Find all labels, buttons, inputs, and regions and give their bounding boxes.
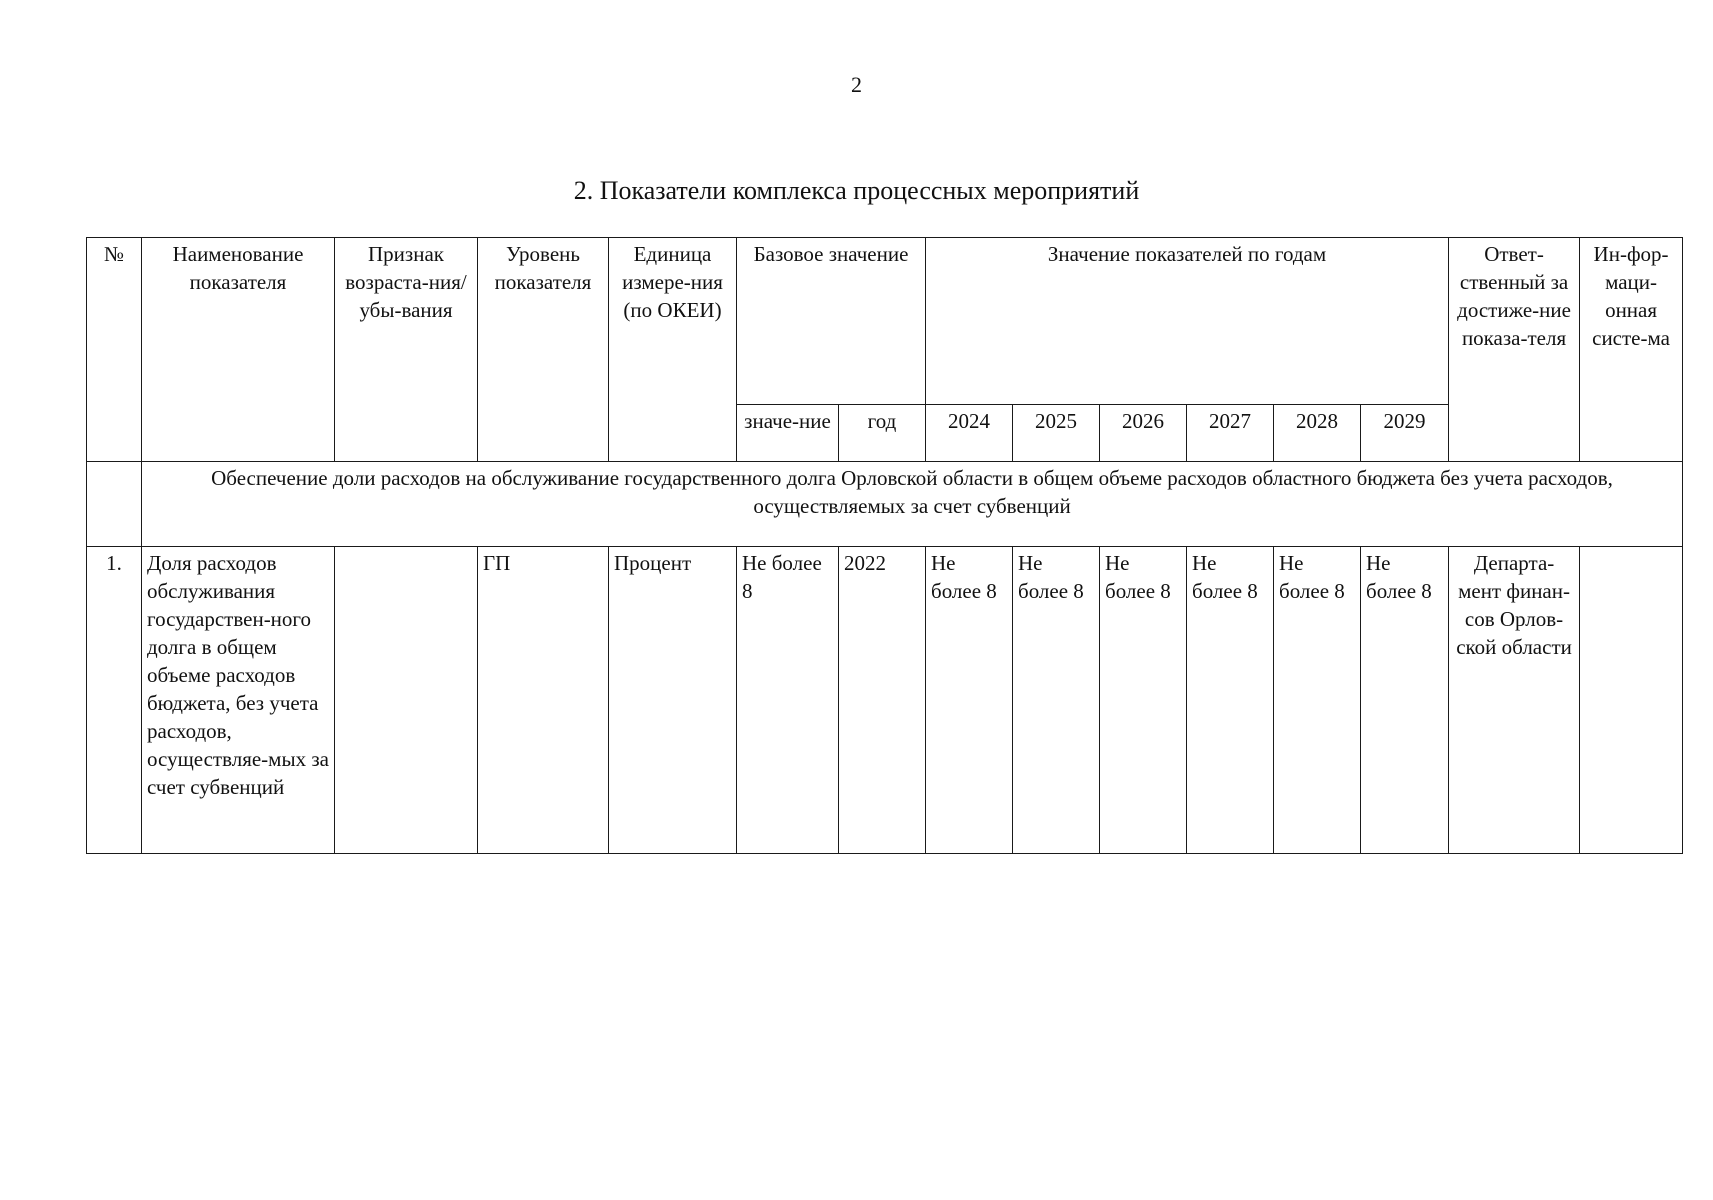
page-number: 2 bbox=[851, 72, 862, 97]
row-value-2026: Не более 8 bbox=[1100, 547, 1187, 854]
header-year-2027: 2027 bbox=[1187, 405, 1274, 462]
row-value-2024: Не более 8 bbox=[926, 547, 1013, 854]
row-base-value: Не более 8 bbox=[737, 547, 839, 854]
header-responsible: Ответ-ственный за достиже-ние показа-теля bbox=[1449, 238, 1580, 462]
row-num: 1. bbox=[87, 547, 142, 854]
row-value-2027: Не более 8 bbox=[1187, 547, 1274, 854]
row-value-2028: Не более 8 bbox=[1274, 547, 1361, 854]
row-value-2029: Не более 8 bbox=[1361, 547, 1449, 854]
section-heading-num-cell bbox=[87, 462, 142, 547]
header-year-2024: 2024 bbox=[926, 405, 1013, 462]
section-title: 2. Показатели комплекса процессных мероприятий bbox=[573, 176, 1140, 205]
row-level: ГП bbox=[478, 547, 609, 854]
header-year-2028: 2028 bbox=[1274, 405, 1361, 462]
row-base-year: 2022 bbox=[839, 547, 926, 854]
header-year-2025: 2025 bbox=[1013, 405, 1100, 462]
header-base-year: год bbox=[839, 405, 926, 462]
table-row bbox=[87, 547, 1683, 854]
header-base-value: значе-ние bbox=[737, 405, 839, 462]
header-sign: Признак возраста-ния/убы-вания bbox=[335, 238, 478, 462]
row-responsible: Департа-мент финан-сов Орлов-ской области bbox=[1449, 547, 1580, 854]
header-base: Базовое значение bbox=[737, 238, 926, 405]
header-level: Уровень показателя bbox=[478, 238, 609, 462]
header-year-2029: 2029 bbox=[1361, 405, 1449, 462]
indicators-table bbox=[86, 237, 1683, 854]
row-value-2025: Не более 8 bbox=[1013, 547, 1100, 854]
section-heading-row bbox=[87, 462, 1683, 547]
table-header-row bbox=[87, 238, 1683, 405]
row-sign bbox=[335, 547, 478, 854]
header-year-2026: 2026 bbox=[1100, 405, 1187, 462]
row-unit: Процент bbox=[609, 547, 737, 854]
header-name: Наименование показателя bbox=[142, 238, 335, 462]
header-by-years: Значение показателей по годам bbox=[926, 238, 1449, 405]
header-info-system: Ин-фор-маци-онная систе-ма bbox=[1580, 238, 1683, 462]
header-unit: Единица измере-ния (по ОКЕИ) bbox=[609, 238, 737, 462]
section-heading: Обеспечение доли расходов на обслуживание государственного долга Орловской области в общем объеме расходов областного бюджета без учета расходов, осуществляемых за счет субвенций bbox=[142, 462, 1683, 547]
row-info-system bbox=[1580, 547, 1683, 854]
header-num: № bbox=[87, 238, 142, 462]
row-indicator-name: Доля расходов обслуживания государствен-ного долга в общем объеме расходов бюджета, без учета расходов, осуществляе-мых за счет субвенций bbox=[142, 547, 335, 854]
